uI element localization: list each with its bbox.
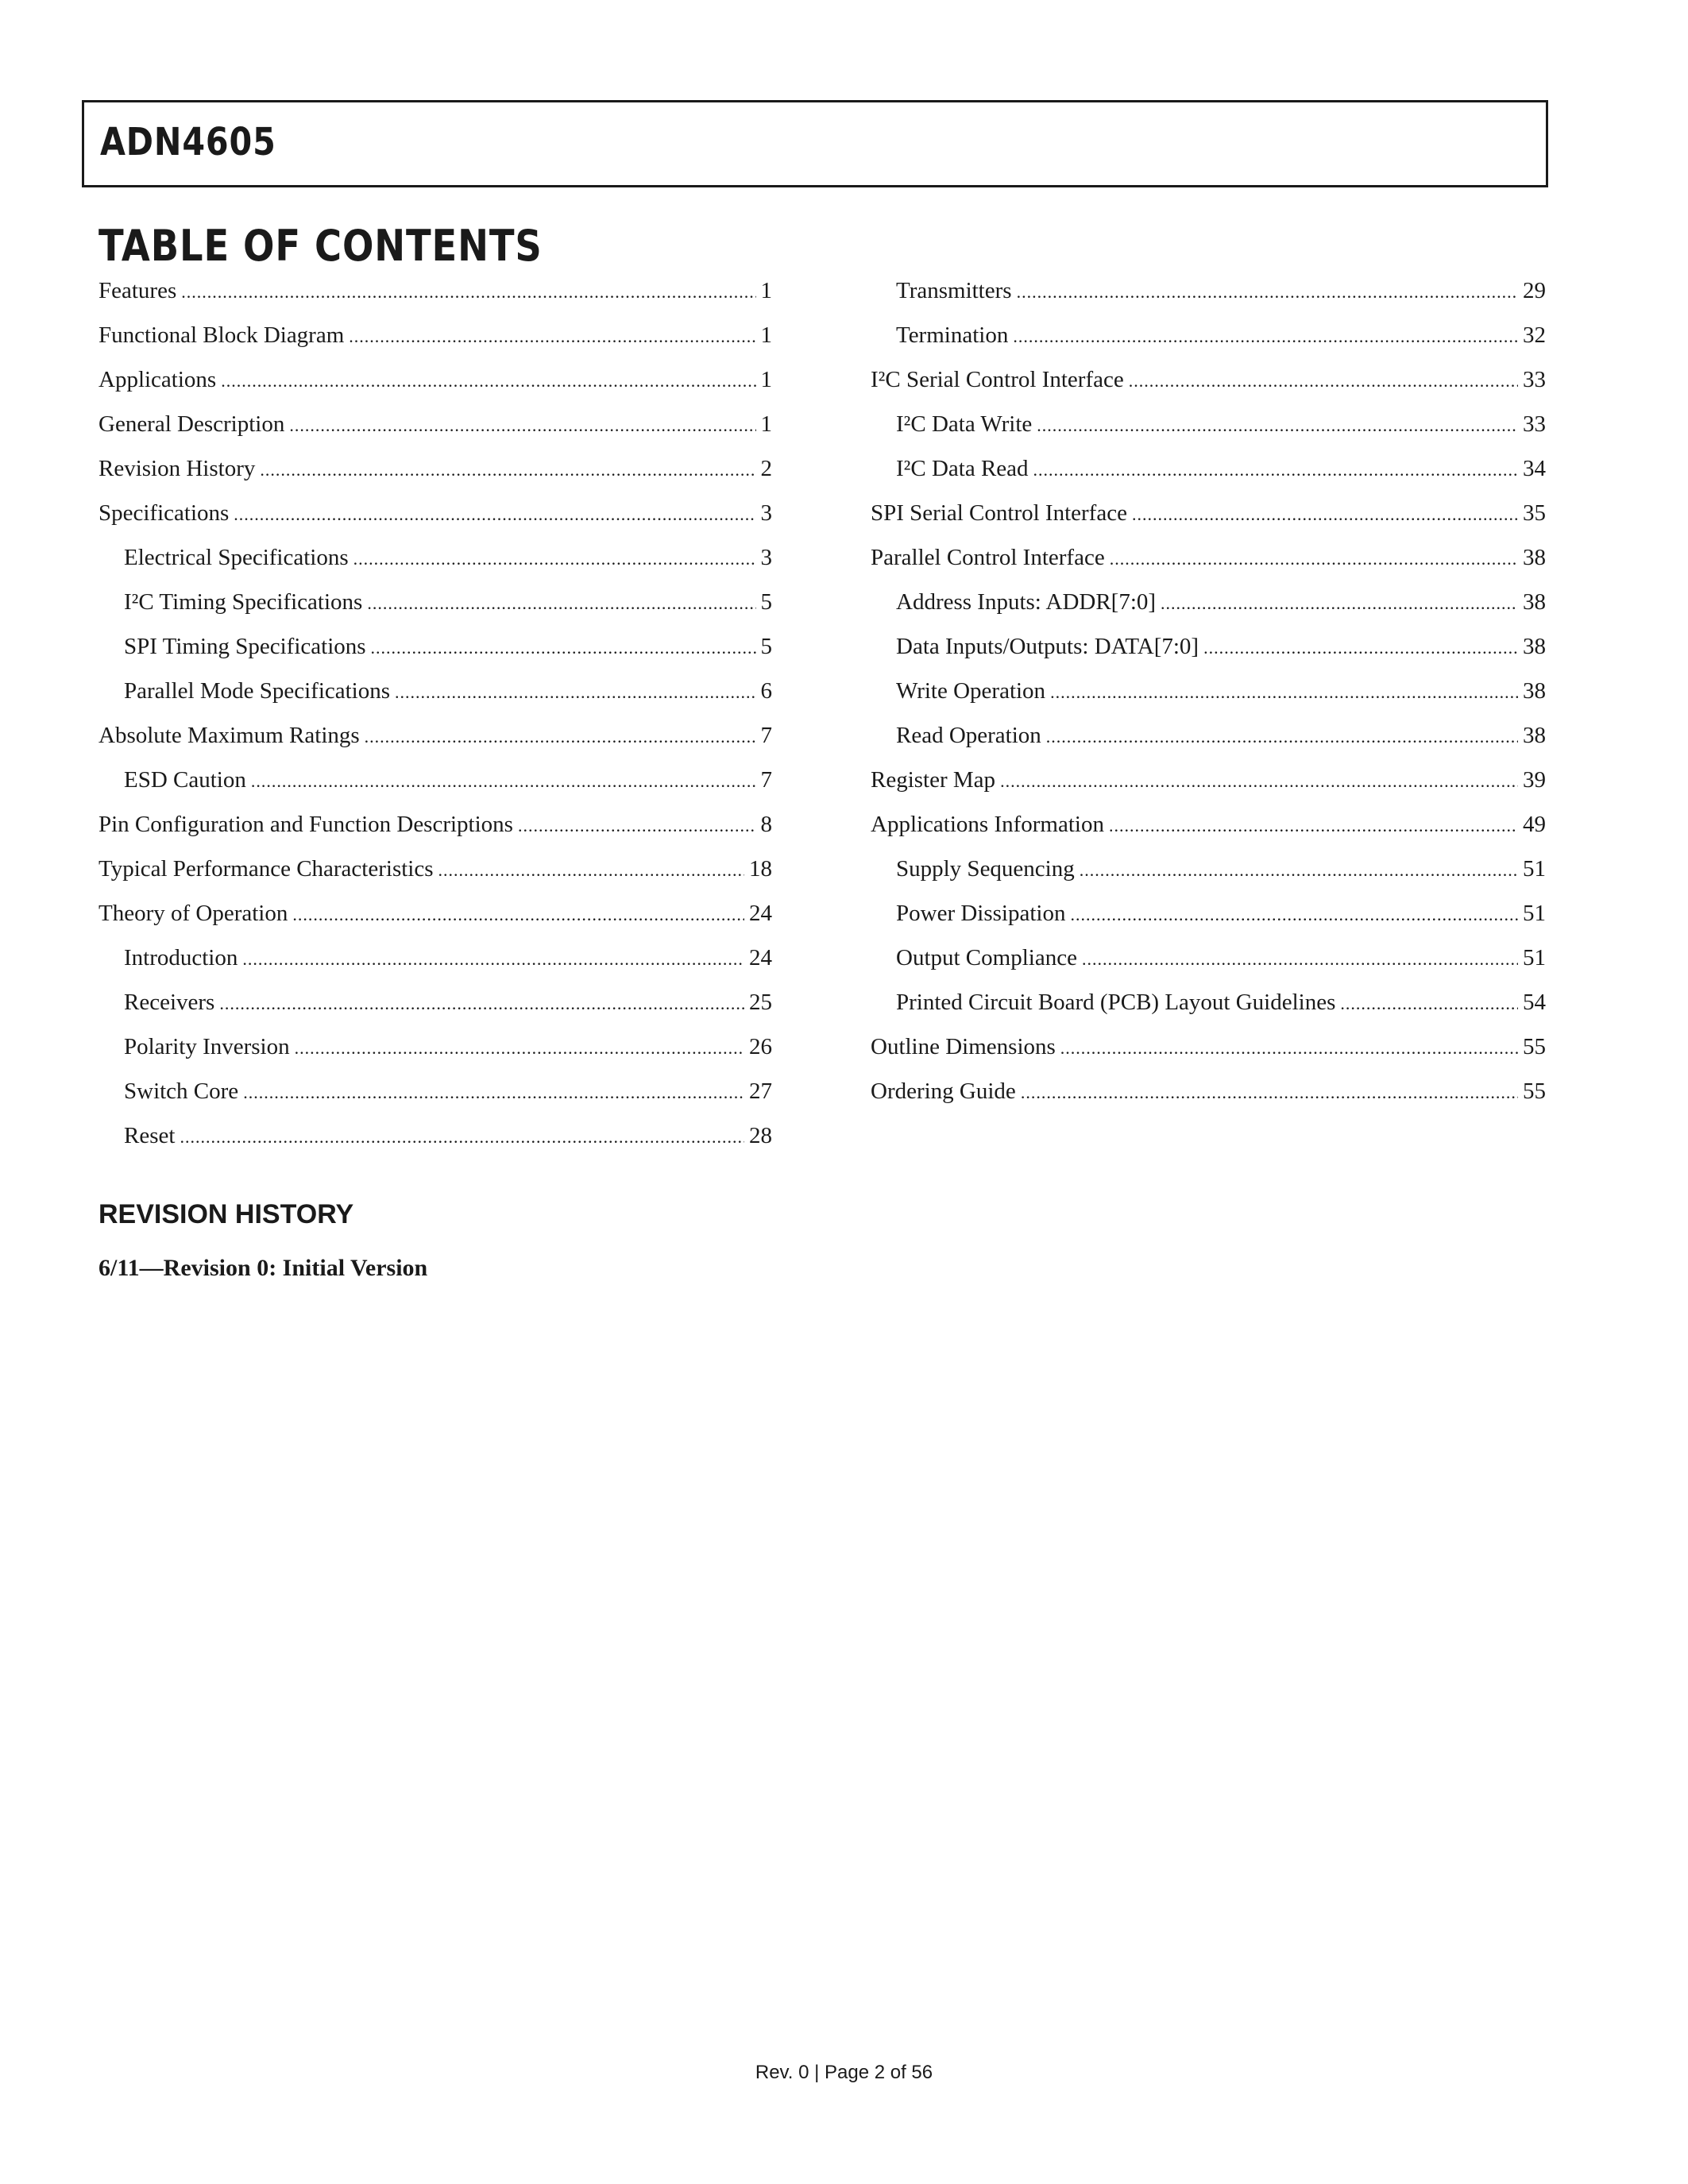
toc-entry[interactable] — [871, 758, 1546, 802]
toc-entry-label: Applications Information — [871, 812, 1104, 837]
toc-left-column — [98, 268, 772, 1158]
toc-entry-label: Power Dissipation — [896, 901, 1066, 926]
toc-entry-page: 28 — [749, 1123, 772, 1148]
dot-leader — [1033, 448, 1518, 492]
dot-leader — [1070, 893, 1518, 937]
toc-entry[interactable] — [98, 268, 772, 313]
toc-entry[interactable] — [871, 669, 1546, 713]
toc-entry-label: Applications — [98, 367, 217, 392]
toc-entry-page: 1 — [760, 411, 772, 437]
toc-entry[interactable] — [871, 1024, 1546, 1069]
toc-entry-label: Functional Block Diagram — [98, 322, 345, 348]
toc-entry-label: Specifications — [98, 500, 230, 526]
toc-entry[interactable] — [98, 1069, 772, 1113]
toc-entry-label: Printed Circuit Board (PCB) Layout Guidelines — [896, 990, 1336, 1015]
dot-leader — [1161, 581, 1518, 626]
toc-entry-page: 1 — [760, 278, 772, 303]
toc-entry-page: 26 — [749, 1034, 772, 1059]
toc-entry-label: I²C Serial Control Interface — [871, 367, 1124, 392]
toc-entry-page: 38 — [1523, 545, 1546, 570]
toc-entry[interactable] — [98, 491, 772, 535]
toc-entry[interactable] — [98, 624, 772, 669]
toc-entry-label: Register Map — [871, 767, 996, 793]
dot-leader — [395, 670, 755, 715]
toc-entry[interactable] — [98, 802, 772, 847]
toc-entry-page: 24 — [749, 945, 772, 970]
toc-entry-page: 38 — [1523, 589, 1546, 615]
toc-title: TABLE OF CONTENTS — [98, 221, 543, 271]
toc-entry-page: 54 — [1523, 990, 1546, 1015]
toc-entry-page: 51 — [1523, 856, 1546, 882]
toc-entry[interactable] — [871, 535, 1546, 580]
toc-entry[interactable] — [98, 313, 772, 357]
toc-entry-label: Reset — [124, 1123, 176, 1148]
dot-leader — [1129, 359, 1518, 403]
toc-entry-page: 35 — [1523, 500, 1546, 526]
toc-entry[interactable] — [98, 357, 772, 402]
toc-entry-page: 5 — [760, 589, 772, 615]
toc-entry-label: Read Operation — [896, 723, 1041, 748]
toc-entry-label: Pin Configuration and Function Descriptions — [98, 812, 513, 837]
toc-entry-page: 2 — [760, 456, 772, 481]
toc-entry-page: 7 — [760, 723, 772, 748]
dot-leader — [221, 359, 755, 403]
toc-entry[interactable] — [98, 758, 772, 802]
toc-entry-label: I²C Data Read — [896, 456, 1029, 481]
toc-entry-page: 33 — [1523, 367, 1546, 392]
dot-leader — [181, 270, 755, 314]
toc-entry[interactable] — [871, 446, 1546, 491]
toc-entry-page: 3 — [760, 500, 772, 526]
dot-leader — [243, 1071, 744, 1115]
dot-leader — [260, 448, 755, 492]
toc-entry-page: 39 — [1523, 767, 1546, 793]
toc-entry-page: 5 — [760, 634, 772, 659]
toc-entry-label: Termination — [896, 322, 1009, 348]
toc-entry[interactable] — [98, 980, 772, 1024]
toc-entry[interactable] — [871, 1069, 1546, 1113]
dot-leader — [371, 626, 756, 670]
toc-entry[interactable] — [98, 580, 772, 624]
toc-entry-page: 3 — [760, 545, 772, 570]
toc-entry-page: 38 — [1523, 678, 1546, 704]
toc-entry-page: 34 — [1523, 456, 1546, 481]
dot-leader — [438, 848, 744, 893]
toc-entry[interactable] — [871, 313, 1546, 357]
dot-leader — [1080, 848, 1518, 893]
toc-entry[interactable] — [98, 1024, 772, 1069]
toc-entry-label: Write Operation — [896, 678, 1046, 704]
toc-entry-page: 51 — [1523, 945, 1546, 970]
toc-entry-label: SPI Serial Control Interface — [871, 500, 1127, 526]
dot-leader — [1050, 670, 1518, 715]
toc-entry[interactable] — [871, 847, 1546, 891]
dot-leader — [289, 403, 755, 448]
toc-entry-label: Typical Performance Characteristics — [98, 856, 434, 882]
toc-entry[interactable] — [98, 669, 772, 713]
toc-entry[interactable] — [871, 580, 1546, 624]
dot-leader — [353, 537, 756, 581]
toc-entry-label: Supply Sequencing — [896, 856, 1075, 882]
toc-entry-label: Parallel Mode Specifications — [124, 678, 391, 704]
toc-entry-label: General Description — [98, 411, 285, 437]
toc-entry-page: 8 — [760, 812, 772, 837]
toc-entry-page: 55 — [1523, 1078, 1546, 1104]
toc-entry[interactable] — [98, 446, 772, 491]
toc-entry[interactable] — [98, 847, 772, 891]
toc-entry-label: Parallel Control Interface — [871, 545, 1105, 570]
toc-entry-label: Transmitters — [896, 278, 1012, 303]
toc-entry[interactable] — [871, 802, 1546, 847]
dot-leader — [219, 982, 744, 1026]
toc-entry-page: 6 — [760, 678, 772, 704]
toc-entry[interactable] — [871, 891, 1546, 936]
dot-leader — [1017, 270, 1518, 314]
dot-leader — [1000, 759, 1518, 804]
toc-entry-label: I²C Timing Specifications — [124, 589, 363, 615]
dot-leader — [1037, 403, 1518, 448]
toc-entry-page: 38 — [1523, 634, 1546, 659]
toc-entry[interactable] — [871, 980, 1546, 1024]
toc-entry[interactable] — [98, 713, 772, 758]
toc-entry-label: Features — [98, 278, 177, 303]
toc-entry-page: 25 — [749, 990, 772, 1015]
toc-entry-label: Outline Dimensions — [871, 1034, 1056, 1059]
dot-leader — [349, 314, 755, 359]
dot-leader — [1046, 715, 1518, 759]
toc-entry-label: ESD Caution — [124, 767, 246, 793]
toc-entry-label: Theory of Operation — [98, 901, 288, 926]
toc-entry[interactable] — [98, 535, 772, 580]
dot-leader — [1203, 626, 1518, 670]
toc-entry-page: 33 — [1523, 411, 1546, 437]
revision-history-heading: REVISION HISTORY — [98, 1199, 354, 1229]
toc-right-column — [871, 268, 1546, 1113]
revision-entry: 6/11—Revision 0: Initial Version — [98, 1255, 428, 1281]
dot-leader — [180, 1115, 744, 1160]
toc-entry-label: Receivers — [124, 990, 215, 1015]
toc-entry-page: 55 — [1523, 1034, 1546, 1059]
part-number: ADN4605 — [100, 120, 276, 164]
toc-entry[interactable] — [871, 491, 1546, 535]
dot-leader — [518, 804, 756, 848]
toc-entry-page: 27 — [749, 1078, 772, 1104]
toc-entry-label: Introduction — [124, 945, 238, 970]
dot-leader — [1132, 492, 1518, 537]
dot-leader — [292, 893, 744, 937]
toc-entry[interactable] — [98, 936, 772, 980]
toc-entry-label: Output Compliance — [896, 945, 1077, 970]
toc-entry-label: Polarity Inversion — [124, 1034, 290, 1059]
toc-entry-page: 7 — [760, 767, 772, 793]
toc-entry[interactable] — [871, 357, 1546, 402]
toc-entry-page: 24 — [749, 901, 772, 926]
toc-entry[interactable] — [871, 713, 1546, 758]
toc-entry-page: 32 — [1523, 322, 1546, 348]
dot-leader — [1013, 314, 1518, 359]
toc-entry[interactable] — [98, 402, 772, 446]
toc-entry[interactable] — [871, 402, 1546, 446]
toc-entry-label: Address Inputs: ADDR[7:0] — [896, 589, 1157, 615]
toc-entry-page: 1 — [760, 367, 772, 392]
dot-leader — [251, 759, 756, 804]
dot-leader — [295, 1026, 744, 1071]
toc-entry-page: 49 — [1523, 812, 1546, 837]
toc-entry[interactable] — [98, 891, 772, 936]
dot-leader — [1110, 537, 1518, 581]
dot-leader — [1340, 982, 1518, 1026]
page-footer: Rev. 0 | Page 2 of 56 — [755, 2062, 933, 2083]
dot-leader — [234, 492, 755, 537]
dot-leader — [365, 715, 756, 759]
toc-entry[interactable] — [871, 624, 1546, 669]
header-box — [82, 100, 1548, 187]
toc-entry-label: SPI Timing Specifications — [124, 634, 366, 659]
toc-entry-page: 18 — [749, 856, 772, 882]
toc-entry-label: Electrical Specifications — [124, 545, 349, 570]
dot-leader — [242, 937, 744, 982]
dot-leader — [367, 581, 755, 626]
toc-entry-label: Data Inputs/Outputs: DATA[7:0] — [896, 634, 1199, 659]
dot-leader — [1021, 1071, 1518, 1115]
toc-entry-page: 38 — [1523, 723, 1546, 748]
toc-entry-label: Absolute Maximum Ratings — [98, 723, 360, 748]
dot-leader — [1109, 804, 1518, 848]
toc-entry[interactable] — [871, 268, 1546, 313]
toc-entry-page: 29 — [1523, 278, 1546, 303]
toc-entry-label: I²C Data Write — [896, 411, 1033, 437]
toc-entry-page: 51 — [1523, 901, 1546, 926]
dot-leader — [1082, 937, 1518, 982]
toc-entry-label: Revision History — [98, 456, 256, 481]
toc-entry-label: Ordering Guide — [871, 1078, 1016, 1104]
toc-entry-label: Switch Core — [124, 1078, 239, 1104]
toc-entry[interactable] — [98, 1113, 772, 1158]
toc-entry[interactable] — [871, 936, 1546, 980]
toc-entry-page: 1 — [760, 322, 772, 348]
dot-leader — [1060, 1026, 1518, 1071]
